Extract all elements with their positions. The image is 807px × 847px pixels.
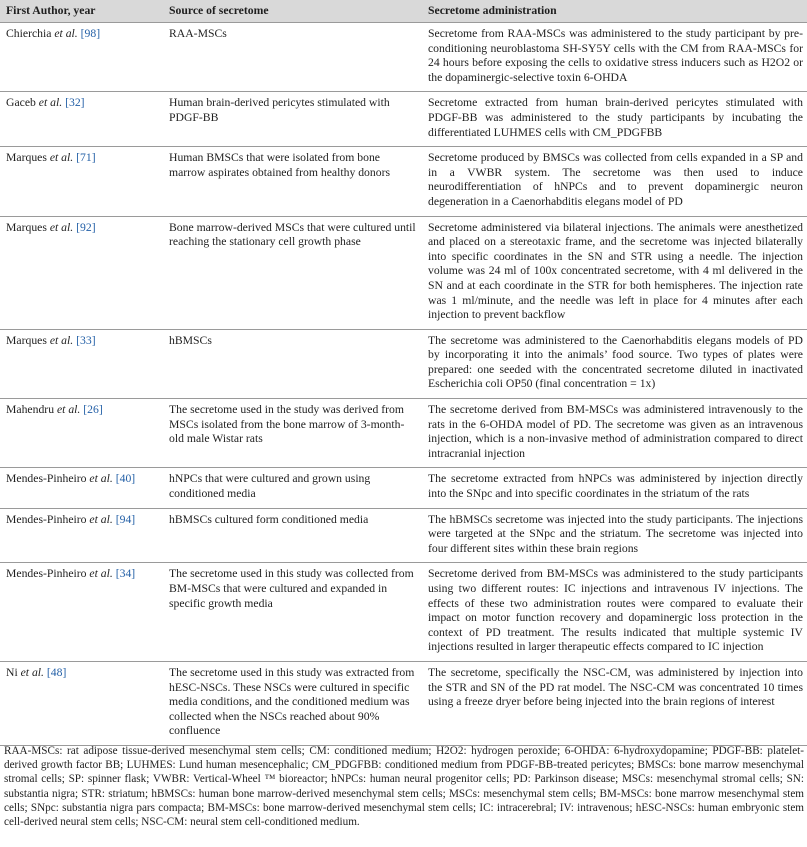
author-cell bbox=[0, 508, 163, 563]
table-row bbox=[0, 147, 807, 216]
administration-cell: Secretome administered via bilateral injections. The animals were anesthetized and placed on a stereotaxic frame, and the secretome was injected bilaterally into specific coordinates in the SN and STR using a needle. The injection volume was 24 ml of 100x concentrated secretome, with 4 ml delivered in the SN and at each coordinate in the STR for both hemispheres. The injection rate was 1 ml/minute, and the needle was left in place for 4 minutes after each injection to prevent backflow bbox=[428, 220, 803, 322]
et-al: et al. bbox=[49, 220, 74, 234]
author-name: Mendes-Pinheiro bbox=[6, 567, 90, 581]
table-row bbox=[0, 661, 807, 745]
et-al: et al. bbox=[89, 472, 113, 486]
source-cell: Human brain-derived pericytes stimulated with PDGF-BB bbox=[169, 96, 390, 124]
author-cell bbox=[0, 329, 163, 398]
author-cell bbox=[0, 468, 163, 508]
author-cell bbox=[0, 23, 163, 92]
author-cell bbox=[0, 563, 163, 662]
source-cell: RAA-MSCs bbox=[169, 27, 227, 40]
source-cell: Human BMSCs that were isolated from bone marrow aspirates obtained from healthy donors bbox=[169, 151, 391, 179]
reference-link[interactable]: [40] bbox=[115, 472, 136, 486]
et-al: et al. bbox=[89, 512, 113, 526]
et-al: et al. bbox=[56, 403, 81, 417]
reference-link[interactable]: [26] bbox=[83, 403, 103, 417]
author-cell bbox=[0, 216, 163, 329]
reference-link[interactable]: [32] bbox=[65, 96, 85, 110]
source-cell: hBMSCs bbox=[169, 333, 212, 347]
table-row bbox=[0, 508, 807, 563]
table-row bbox=[0, 468, 807, 508]
administration-cell: Secretome from RAA-MSCs was administered to the study participant by pre-conditioning neuroblastoma SH-SY5Y cells with the CM from RAA-MSCs for 24 hours before exposing the cells to oxidative stress inducers such as H2O2 or the dopaminergic-selective toxin 6-OHDA bbox=[428, 27, 803, 84]
author-cell bbox=[0, 661, 163, 745]
source-cell: hBMSCs cultured form conditioned media bbox=[169, 512, 369, 526]
et-al: et al. bbox=[20, 665, 44, 679]
table-row bbox=[0, 216, 807, 329]
reference-link[interactable]: [34] bbox=[115, 567, 136, 581]
et-al: et al. bbox=[54, 27, 78, 40]
table-row bbox=[0, 399, 807, 468]
table-row bbox=[0, 563, 807, 662]
source-cell: Bone marrow-derived MSCs that were cultured until reaching the stationary cell growth phase bbox=[169, 220, 416, 249]
header-source: Source of secretome bbox=[163, 0, 422, 23]
et-al: et al. bbox=[89, 567, 113, 581]
source-cell: The secretome used in this study was extracted from hESC-NSCs. These NSCs were cultured in specific media conditions, and the conditioned medium was collected when the NSCs reached about 90% confluence bbox=[169, 665, 415, 738]
author-name: Chierchia bbox=[6, 27, 55, 40]
author-name: Mendes-Pinheiro bbox=[6, 472, 90, 486]
et-al: et al. bbox=[49, 151, 74, 165]
reference-link[interactable]: [48] bbox=[46, 665, 67, 679]
reference-link[interactable]: [98] bbox=[80, 27, 101, 40]
author-cell bbox=[0, 399, 163, 468]
table-header-row bbox=[0, 0, 807, 23]
author-cell bbox=[0, 92, 163, 147]
table-row bbox=[0, 23, 807, 92]
administration-cell: The secretome was administered to the Caenorhabditis elegans models of PD by incorporating it into the animals’ food source. Two types of plates were prepared: one seeded with the concentrated secretome diluted in inactivated Escherichia coli OP50 (final concentration = 1x) bbox=[428, 333, 803, 391]
author-name: Mendes-Pinheiro bbox=[6, 512, 90, 526]
author-name: Mahendru bbox=[6, 403, 57, 417]
administration-cell: Secretome derived from BM-MSCs was administered to the study participants using two different routes: IC injections and intravenous IV injections. The effects of these two administration routes were compared to evaluate their impact on motor function recovery and dopaminergic loss protection in the context of PD treatment. The results indicated that multiple systemic IV injections resulted in larger therapeutic effects compared to IC injection bbox=[428, 567, 803, 654]
administration-cell: Secretome produced by BMSCs was collected from cells expanded in a SP and in a VWBR system. The secretome was then used to induce neurodifferentiation of hNPCs and to prevent dopaminergic neuron degeneration in a Caenorhabditis elegans model of PD bbox=[428, 151, 803, 208]
author-cell bbox=[0, 147, 163, 216]
reference-link[interactable]: [92] bbox=[76, 220, 96, 234]
administration-cell: The secretome, specifically the NSC-CM, was administered by injection into the STR and SN of the PD rat model. The NSC-CM was concentrated 10 times using a freeze dryer before being injected into the brain regions of interest bbox=[428, 665, 803, 709]
author-name: Gaceb bbox=[6, 96, 39, 110]
table-footnote: RAA-MSCs: rat adipose tissue-derived mesenchymal stem cells; CM: conditioned medium; H2O2: hydrogen peroxide; 6-OHDA: 6-hydroxydopamine; PDGF-BB: platelet-derived growth factor BB; LUHMES: Lund human mesencephalic; CM_PDGFBB: conditioned medium from PDGF-BB-treated pericytes; BMSCs: bone marrow mesenchymal stromal cells; SP: spinner flask; VWBR: Vertical-Wheel ™ bioreactor; hNPCs: human neural progenitor cells; PD: Parkinson disease; MSCs: mesenchymal stromal cells; SN: substantia nigra; STR: striatum; hBMSCs: human bone marrow-derived mesenchymal stem cells; MSCs: mesenchymal stem cells; BM-MSCs: bone marrow mesenchymal stem cells; SNpc: substantia nigra pars compacta; BM-MSCs: bone marrow-derived mesenchymal stem cells; IC: intracerebral; IV: intravenous; hESC-NSCs: human embryonic stem cell-derived neural stem cells; NSC-CM: neural stem cell-conditioned medium. bbox=[4, 745, 804, 829]
source-cell: The secretome used in the study was derived from MSCs isolated from the bone marrow of 3-month-old male Wistar rats bbox=[169, 403, 405, 446]
author-name: Ni bbox=[6, 665, 21, 679]
author-name: Marques bbox=[6, 151, 50, 165]
administration-cell: The secretome extracted from hNPCs was administered by injection directly into the SNpc and into specific coordinates in the striatum of the rats bbox=[428, 472, 803, 501]
table-row bbox=[0, 329, 807, 398]
administration-cell: The hBMSCs secretome was injected into the study participants. The injections were targeted at the SNpc and the striatum. The secretome was injected into four different sites within these brain regions bbox=[428, 512, 803, 555]
author-name: Marques bbox=[6, 333, 50, 347]
source-cell: The secretome used in this study was collected from BM-MSCs that were cultured and expanded in specific growth media bbox=[169, 567, 414, 610]
header-administration: Secretome administration bbox=[422, 0, 807, 23]
reference-link[interactable]: [94] bbox=[115, 512, 136, 526]
administration-cell: Secretome extracted from human brain-derived pericytes stimulated with PDGF-BB was administered to the study participants by incubating the differentiated LUHMES cells with CM_PDGFBB bbox=[428, 96, 803, 139]
source-cell: hNPCs that were cultured and grown using conditioned media bbox=[169, 472, 371, 501]
reference-link[interactable]: [33] bbox=[76, 333, 96, 347]
table-row bbox=[0, 92, 807, 147]
header-first-author: First Author, year bbox=[0, 0, 163, 23]
reference-link[interactable]: [71] bbox=[76, 151, 96, 165]
et-al: et al. bbox=[38, 96, 63, 110]
author-name: Marques bbox=[6, 220, 50, 234]
et-al: et al. bbox=[49, 333, 74, 347]
administration-cell: The secretome derived from BM-MSCs was administered intravenously to the rats in the 6-OHDA model of PD. The secretome was given as an intravenous injection, which is a non-invasive method of administration compared to direct intracranial injection bbox=[428, 403, 803, 460]
